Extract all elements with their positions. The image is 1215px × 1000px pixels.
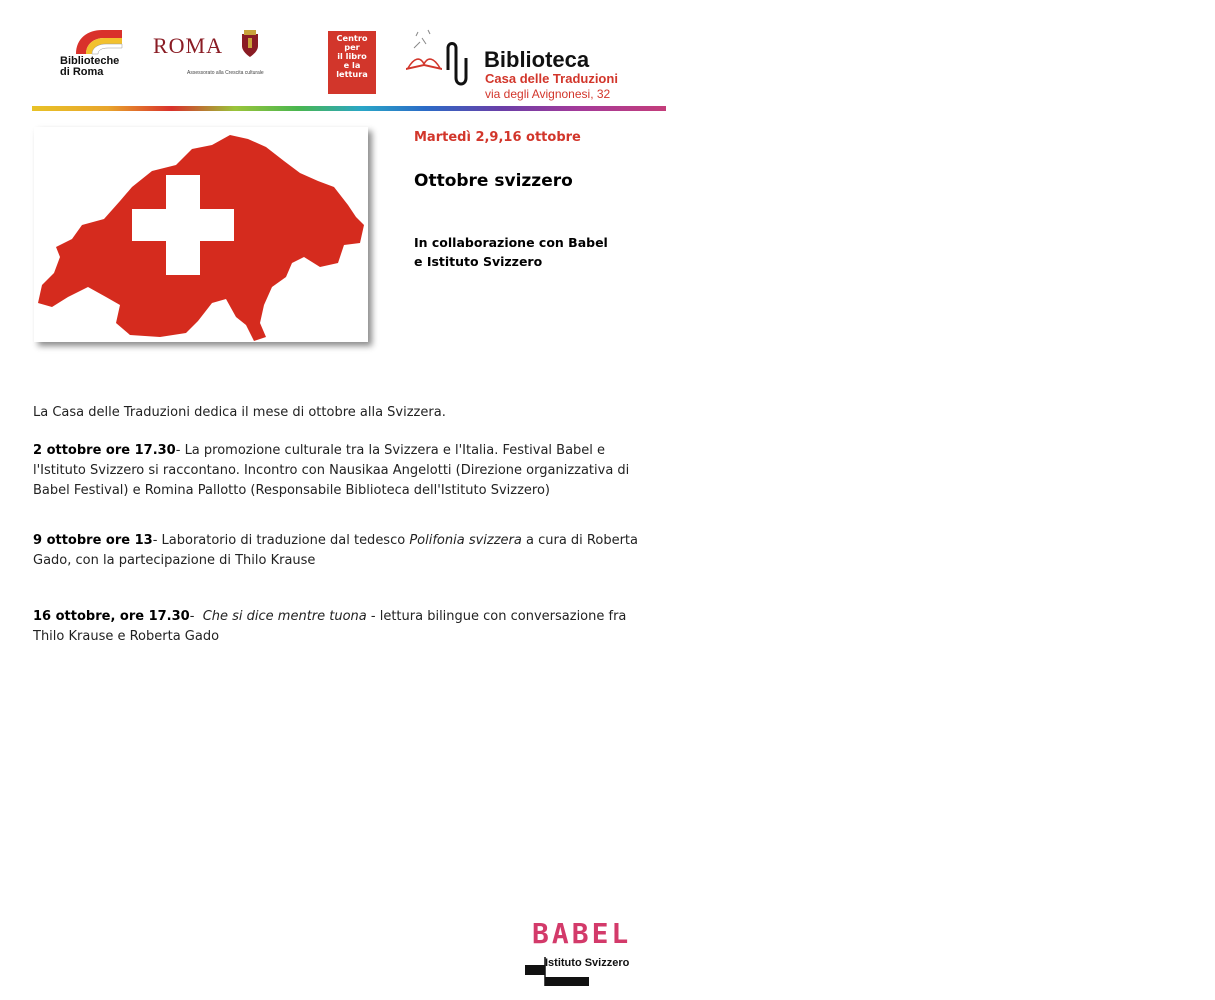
event-collaboration: In collaborazione con Babel e Istituto Svizzero [414, 235, 608, 269]
program-item-1 [33, 441, 643, 501]
babel-logo: BABEL [532, 917, 632, 950]
program-item-2-pre: Laboratorio di traduzione dal tedesco [161, 533, 410, 548]
book-icon [68, 28, 128, 56]
roma-subtitle: Assessorato alla Crescita culturale [187, 70, 264, 76]
event-title: Ottobre svizzero [414, 171, 573, 191]
program-item-3-italic: Che si dice mentre tuona [202, 609, 367, 624]
program-item-2-when: 9 ottobre ore 13 [33, 533, 153, 548]
program-item-2 [33, 531, 643, 571]
istituto-svizzero-text: Istituto Svizzero [545, 957, 630, 969]
program-item-3-text: - lettura bilingue con conversazione fra Thilo Krause e Roberta Gado [33, 609, 627, 644]
program-item-3 [33, 607, 643, 647]
switzerland-map-image [34, 127, 368, 342]
program-item-1-when: 2 ottobre ore 17.30 [33, 443, 176, 458]
program-item-3-sep: - [189, 609, 203, 624]
biblioteche-di-roma-logo [58, 26, 138, 82]
intro-paragraph: La Casa delle Traduzioni dedica il mese di ottobre alla Svizzera. [33, 405, 446, 420]
switzerland-flag-map-icon [34, 127, 368, 342]
program-item-2-text: a cura di Roberta Gado, con la partecipazione di Thilo Krause [33, 533, 638, 568]
casa-delle-traduzioni-label: Casa delle Traduzioni [485, 71, 618, 86]
open-book-icon [404, 28, 484, 88]
centro-libro-lettura-logo: Centro per il libro e la lettura [328, 31, 376, 94]
program-item-1-text: La promozione culturale tra la Svizzera e l'Italia. Festival Babel e l'Istituto Svizzero si raccontano. Incontro con Nausikaa Angelotti (Direzione organizzativa di Babel Festival) e Romina Pallotto (Responsabile Biblioteca dell'Istituto Svizzero) [33, 443, 630, 498]
program-item-1-sep: - [175, 443, 185, 458]
biblioteche-di-roma-text: Biblioteche di Roma [60, 55, 120, 78]
rainbow-divider [32, 106, 666, 111]
program-item-3-when: 16 ottobre, ore 17.30 [33, 609, 190, 624]
roma-crest-icon [240, 30, 260, 58]
event-date: Martedì 2,9,16 ottobre [414, 130, 581, 145]
program-item-2-italic: Polifonia svizzera [409, 533, 522, 548]
program-item-2-sep: - [152, 533, 162, 548]
roma-logo-text: ROMA [153, 33, 224, 58]
biblioteca-title: Biblioteca [484, 47, 590, 72]
biblioteca-address: via degli Avignonesi, 32 [485, 87, 611, 101]
